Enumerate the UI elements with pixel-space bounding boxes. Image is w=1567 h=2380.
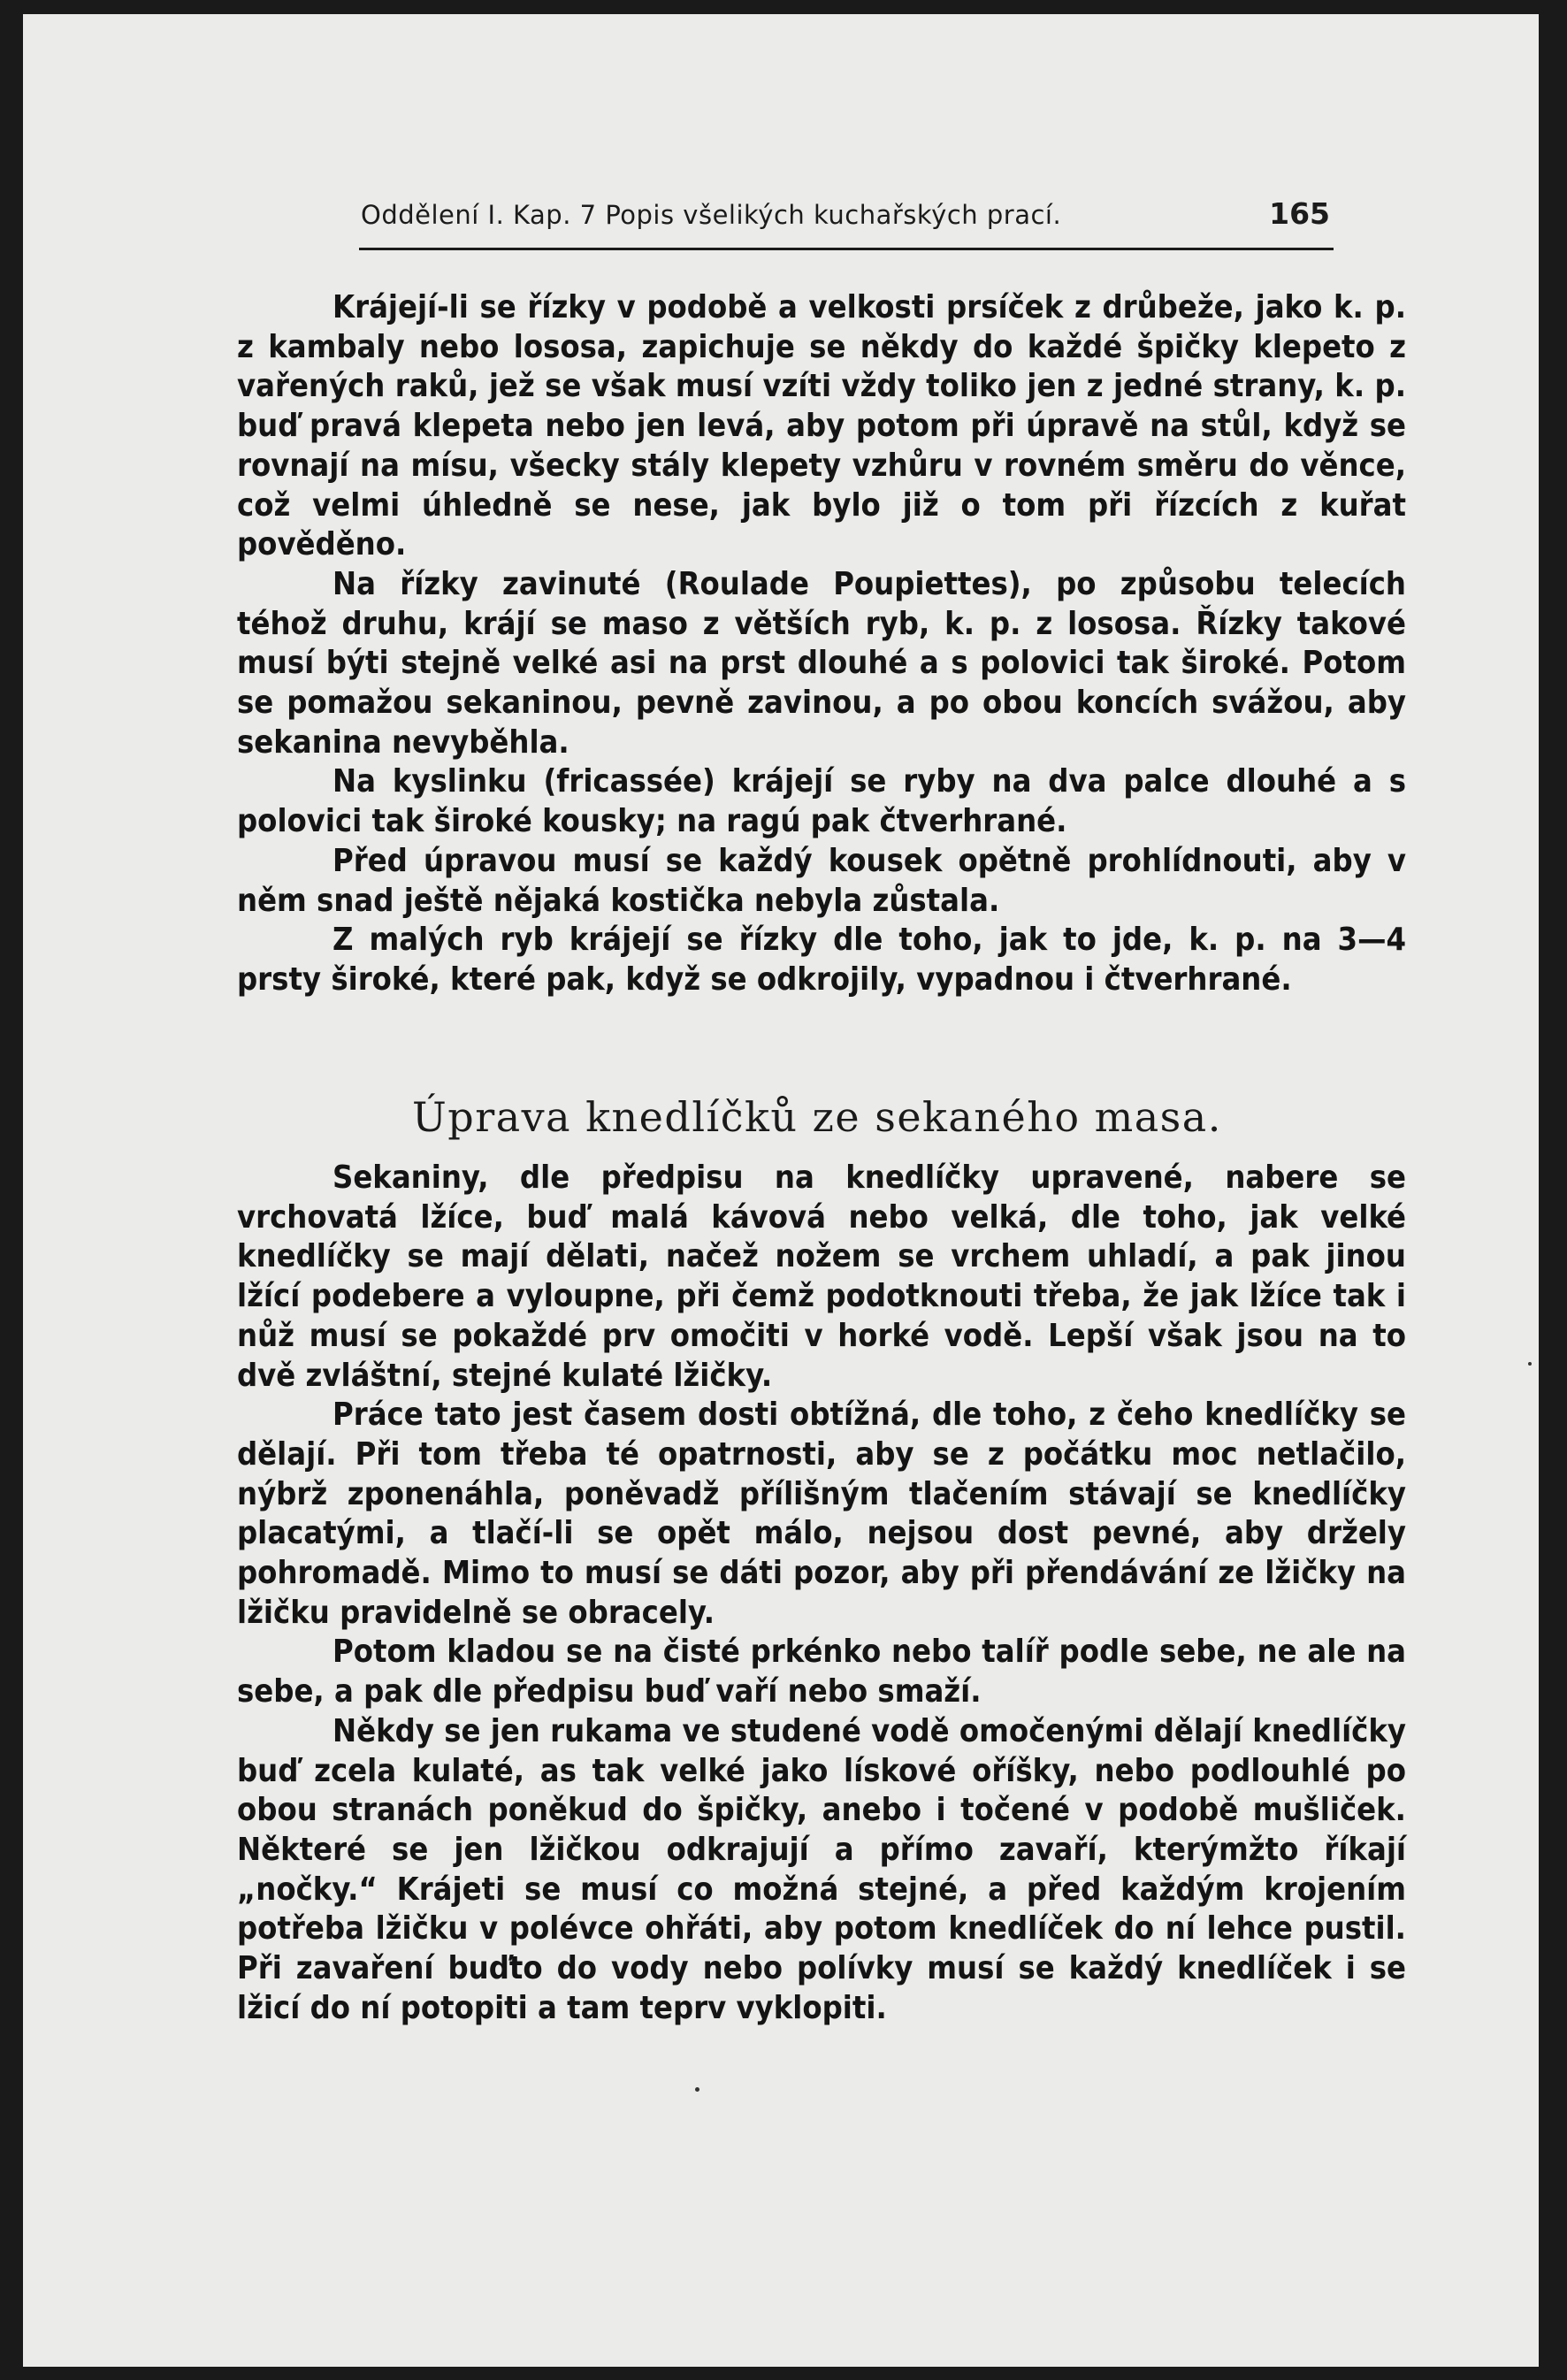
section-fish-cutlets: [237, 288, 1406, 1000]
section-dumplings: [237, 1159, 1406, 2028]
print-speck: [1528, 1362, 1532, 1366]
running-header: [361, 196, 1330, 231]
section-heading: Úprava knedlíčků ze sekaného masa.: [412, 1093, 1222, 1141]
print-speck: [695, 2087, 699, 2092]
paragraph: Krájejí-li se řízky v podobě a velkosti prsíček z drůbeže, jako k. p. z kambaly nebo lososa, zapichuje se někdy do každé špičky klepeto z vařených raků, jež se však musí vzíti vždy toliko jen z jedné strany, k. p. buď pravá klepeta nebo jen levá, aby potom při úpravě na stůl, když se rovnají na mísu, všecky stály klepety vzhůru v rovném směru do věnce, což velmi úhledně se nese, jak bylo již o tom při řízcích z kuřat pověděno.: [237, 289, 1406, 563]
running-title: Oddělení I. Kap. 7 Popis všelikých kuchařských prací.: [361, 200, 1062, 230]
paragraph: Někdy se jen rukama ve studené vodě omočenými dělají knedlíčky buď zcela kulaté, as tak velké jako lískové oříšky, nebo podlouhlé po obou stranách poněkud do špičky, anebo i točené v podobě mušliček. Některé se jen lžičkou odkrajují a přímo zavaří, kterýmžto říkají „nočky.“ Krájeti se musí co možná stejné, a před každým krojením potřeba lžičku v polévce ohřáti, aby potom knedlíček do ní lehce pustil. Při zavaření buďto do vody nebo polívky musí se každý knedlíček i se lžicí do ní potopiti a tam teprv vyklopiti.: [237, 1712, 1406, 2026]
paragraph: Potom kladou se na čisté prkénko nebo talíř podle sebe, ne ale na sebe, a pak dle předpisu buď vaří nebo smaží.: [237, 1634, 1406, 1710]
page-number: 165: [1269, 196, 1330, 231]
header-rule: [359, 248, 1334, 250]
paragraph: Z malých ryb krájejí se řízky dle toho, jak to jde, k. p. na 3—4 prsty široké, které pak, když se odkrojily, vypadnou i čtverhrané.: [237, 922, 1406, 998]
paragraph: Na kyslinku (fricassée) krájejí se ryby na dva palce dlouhé a s polovici tak široké kousky; na ragú pak čtverhrané.: [237, 763, 1406, 840]
paragraph: Na řízky zavinuté (Roulade Poupiettes), po způsobu telecích téhož druhu, krájí se maso z větších ryb, k. p. z lososa. Řízky takové musí býti stejně velké asi na prst dlouhé a s polovici tak široké. Potom se pomažou sekaninou, pevně zavinou, a po obou koncích svážou, aby sekanina nevyběhla.: [237, 565, 1406, 761]
paragraph: Práce tato jest časem dosti obtížná, dle toho, z čeho knedlíčky se dělají. Při tom třeba té opatrnosti, aby se z počátku moc netlačilo, nýbrž zponenáhla, poněvadž přílišným tlačením stávají se knedlíčky placatými, a tlačí-li se opět málo, nejsou dost pevné, aby držely pohromadě. Mimo to musí se dáti pozor, aby při přendávání ze lžičky na lžičku pravidelně se obracely.: [237, 1397, 1406, 1631]
paragraph: Sekaniny, dle předpisu na knedlíčky upravené, nabere se vrchovatá lžíce, buď malá kávová nebo velká, dle toho, jak velké knedlíčky se mají dělati, načež nožem se vrchem uhladí, a pak jinou lžící podebere a vyloupne, při čemž podotknouti třeba, že jak lžíce tak i nůž musí se pokaždé prv omočiti v horké vodě. Lepší však jsou na to dvě zvláštní, stejné kulaté lžičky.: [237, 1159, 1406, 1394]
paragraph: Před úpravou musí se každý kousek opětně prohlídnouti, aby v něm snad ještě nějaká kostička nebyla zůstala.: [237, 842, 1406, 919]
